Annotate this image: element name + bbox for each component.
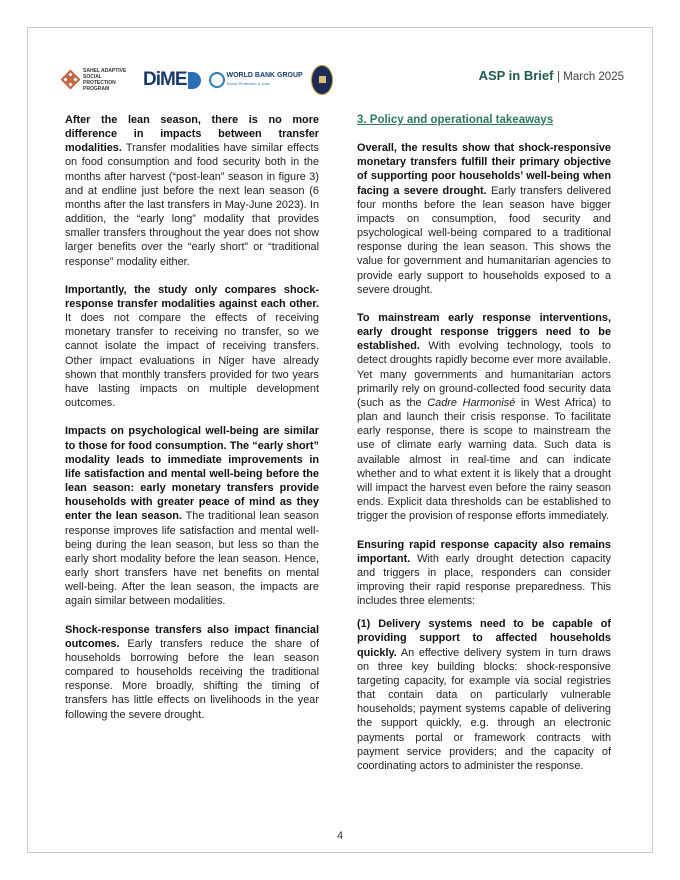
paragraph-body: It does not compare the effects of receiving monetary transfer to receiving no transfer, so we cannot isolate the impact of receiving transfers. Other impact evaluations in Niger have already shown that monthly transfers provided for two years have lasting impacts on multiple development outcomes. (65, 312, 319, 410)
paragraph (357, 538, 611, 609)
paragraph (65, 424, 319, 608)
paragraph-lead: Impacts on psychological well-being are similar to those for food consumption. The “early short” modality leads to immediate improvements in life satisfaction and mental well-being before the lean season: early monetary transfers provide households with greater peace of mind as they enter the lean season. (65, 425, 319, 523)
paragraph (357, 617, 611, 773)
paragraph-lead: Shock-response transfers also impact financial outcomes. (65, 623, 319, 650)
oxford-seal-logo (311, 65, 333, 95)
page-number: 4 (336, 830, 344, 842)
wbg-logo-subtext: Social Protection & Jobs (226, 81, 270, 86)
brief-date: | March 2025 (557, 71, 624, 83)
paragraph-body: Early transfers delivered four months before the lean season have bigger impacts on consumption, food security and psychological well-being compared to a traditional response during the lean season. This shows the value for government and humanitarian agencies to provide early support to households exposed to a severe drought. (357, 184, 611, 296)
wbg-logo-text: WORLD BANK GROUP (226, 72, 303, 79)
paragraph-body: Transfer modalities have similar effects on food consumption and food security both in the months after harvest (“post-lean” season in figure 3) and at endline just before the next lean season (6 months after the last transfers in May-June 2023). In addition, the “early long” modality that provides smaller transfers throughout the year does not show larger benefits over the “early short” or “traditional response” modality either. (65, 142, 319, 268)
globe-icon (209, 72, 225, 88)
paragraph-lead: After the lean season, there is no more difference in impacts between transfer modalities. (65, 114, 319, 155)
paragraph (65, 283, 319, 410)
paragraph-body: The traditional lean season response improves life satisfaction and mental well-being during the lean season, but less so than the early short modality before the lean season. Hence, early short transfers have net benefits on mental well-being. After the lean season, the impacts are again similar between modalities. (65, 510, 319, 608)
dime-d-shape (188, 72, 201, 89)
sasp-logo-text: SAHEL ADAPTIVE SOCIAL PROTECTION PROGRAM (83, 68, 127, 92)
paragraph (357, 141, 611, 297)
paragraph-lead: Ensuring rapid response capacity also remains important. (357, 538, 611, 565)
paragraph-body: An effective delivery system in turn draws on three key building blocks: shock-responsive targeting capacity, for example via social registries that contain data on particularly vulnerable households; payment systems capable of delivering the support quickly, e.g. through an electronic payments portal or framework contracts with payment service providers; and the capacity of coordinating actors to administer the response. (357, 646, 611, 772)
paragraph (357, 311, 611, 523)
world-bank-logo (209, 72, 303, 88)
right-column (357, 113, 611, 787)
knot-icon (62, 71, 80, 89)
partner-logos (62, 62, 333, 98)
paragraph-body: in West Africa) to plan and launch their crisis response. To facilitate early response, there is scope to mainstream the use of climate early warning data. Such data is available almost in real-time and can indicate whether and to what extent it is likely that a drought will impact the harvest even before the rainy season ends. Explicit data thresholds can be established to trigger the provision of response efforts immediately. (357, 396, 612, 523)
paragraph (65, 623, 319, 722)
paragraph-body: With evolving technology, tools to detect droughts rapidly become ever more available. Yet many governments and humanitarian actors primarily rely on ground-collected food security data (such as the (357, 340, 611, 409)
sasp-logo (62, 68, 135, 92)
brief-title (479, 68, 624, 83)
paragraph-lead: Importantly, the study only compares shock-response transfer modalities against each other. (65, 283, 319, 311)
dime-logo (143, 69, 201, 91)
paragraph-body: Early transfers reduce the share of households borrowing before the lean season compared to households receiving the traditional response. More broadly, shifting the timing of transfers has little effects on livelihoods in the year following the severe drought. (65, 637, 319, 721)
section-heading: 3. Policy and operational takeaways (357, 114, 554, 126)
left-column (65, 113, 319, 736)
paragraph-body: With early drought detection capacity and triggers in place, responders can consider improving their rapid response preparedness. This includes three elements: (357, 552, 611, 608)
paragraph-italic: Cadre Harmonisé (427, 396, 516, 409)
paragraph-lead: (1) Delivery systems need to be capable of providing support to affected households quickly. (357, 618, 611, 659)
paragraph-lead: Overall, the results show that shock-responsive monetary transfers fulfill their primary objective of supporting poor households’ well-being when facing a severe drought. (357, 142, 611, 197)
brief-name: ASP in Brief (478, 68, 554, 83)
paragraph (65, 113, 319, 269)
dime-logo-text: DiME (143, 69, 187, 90)
paragraph-lead: To mainstream early response interventions, early drought response triggers need to be established. (357, 312, 611, 353)
